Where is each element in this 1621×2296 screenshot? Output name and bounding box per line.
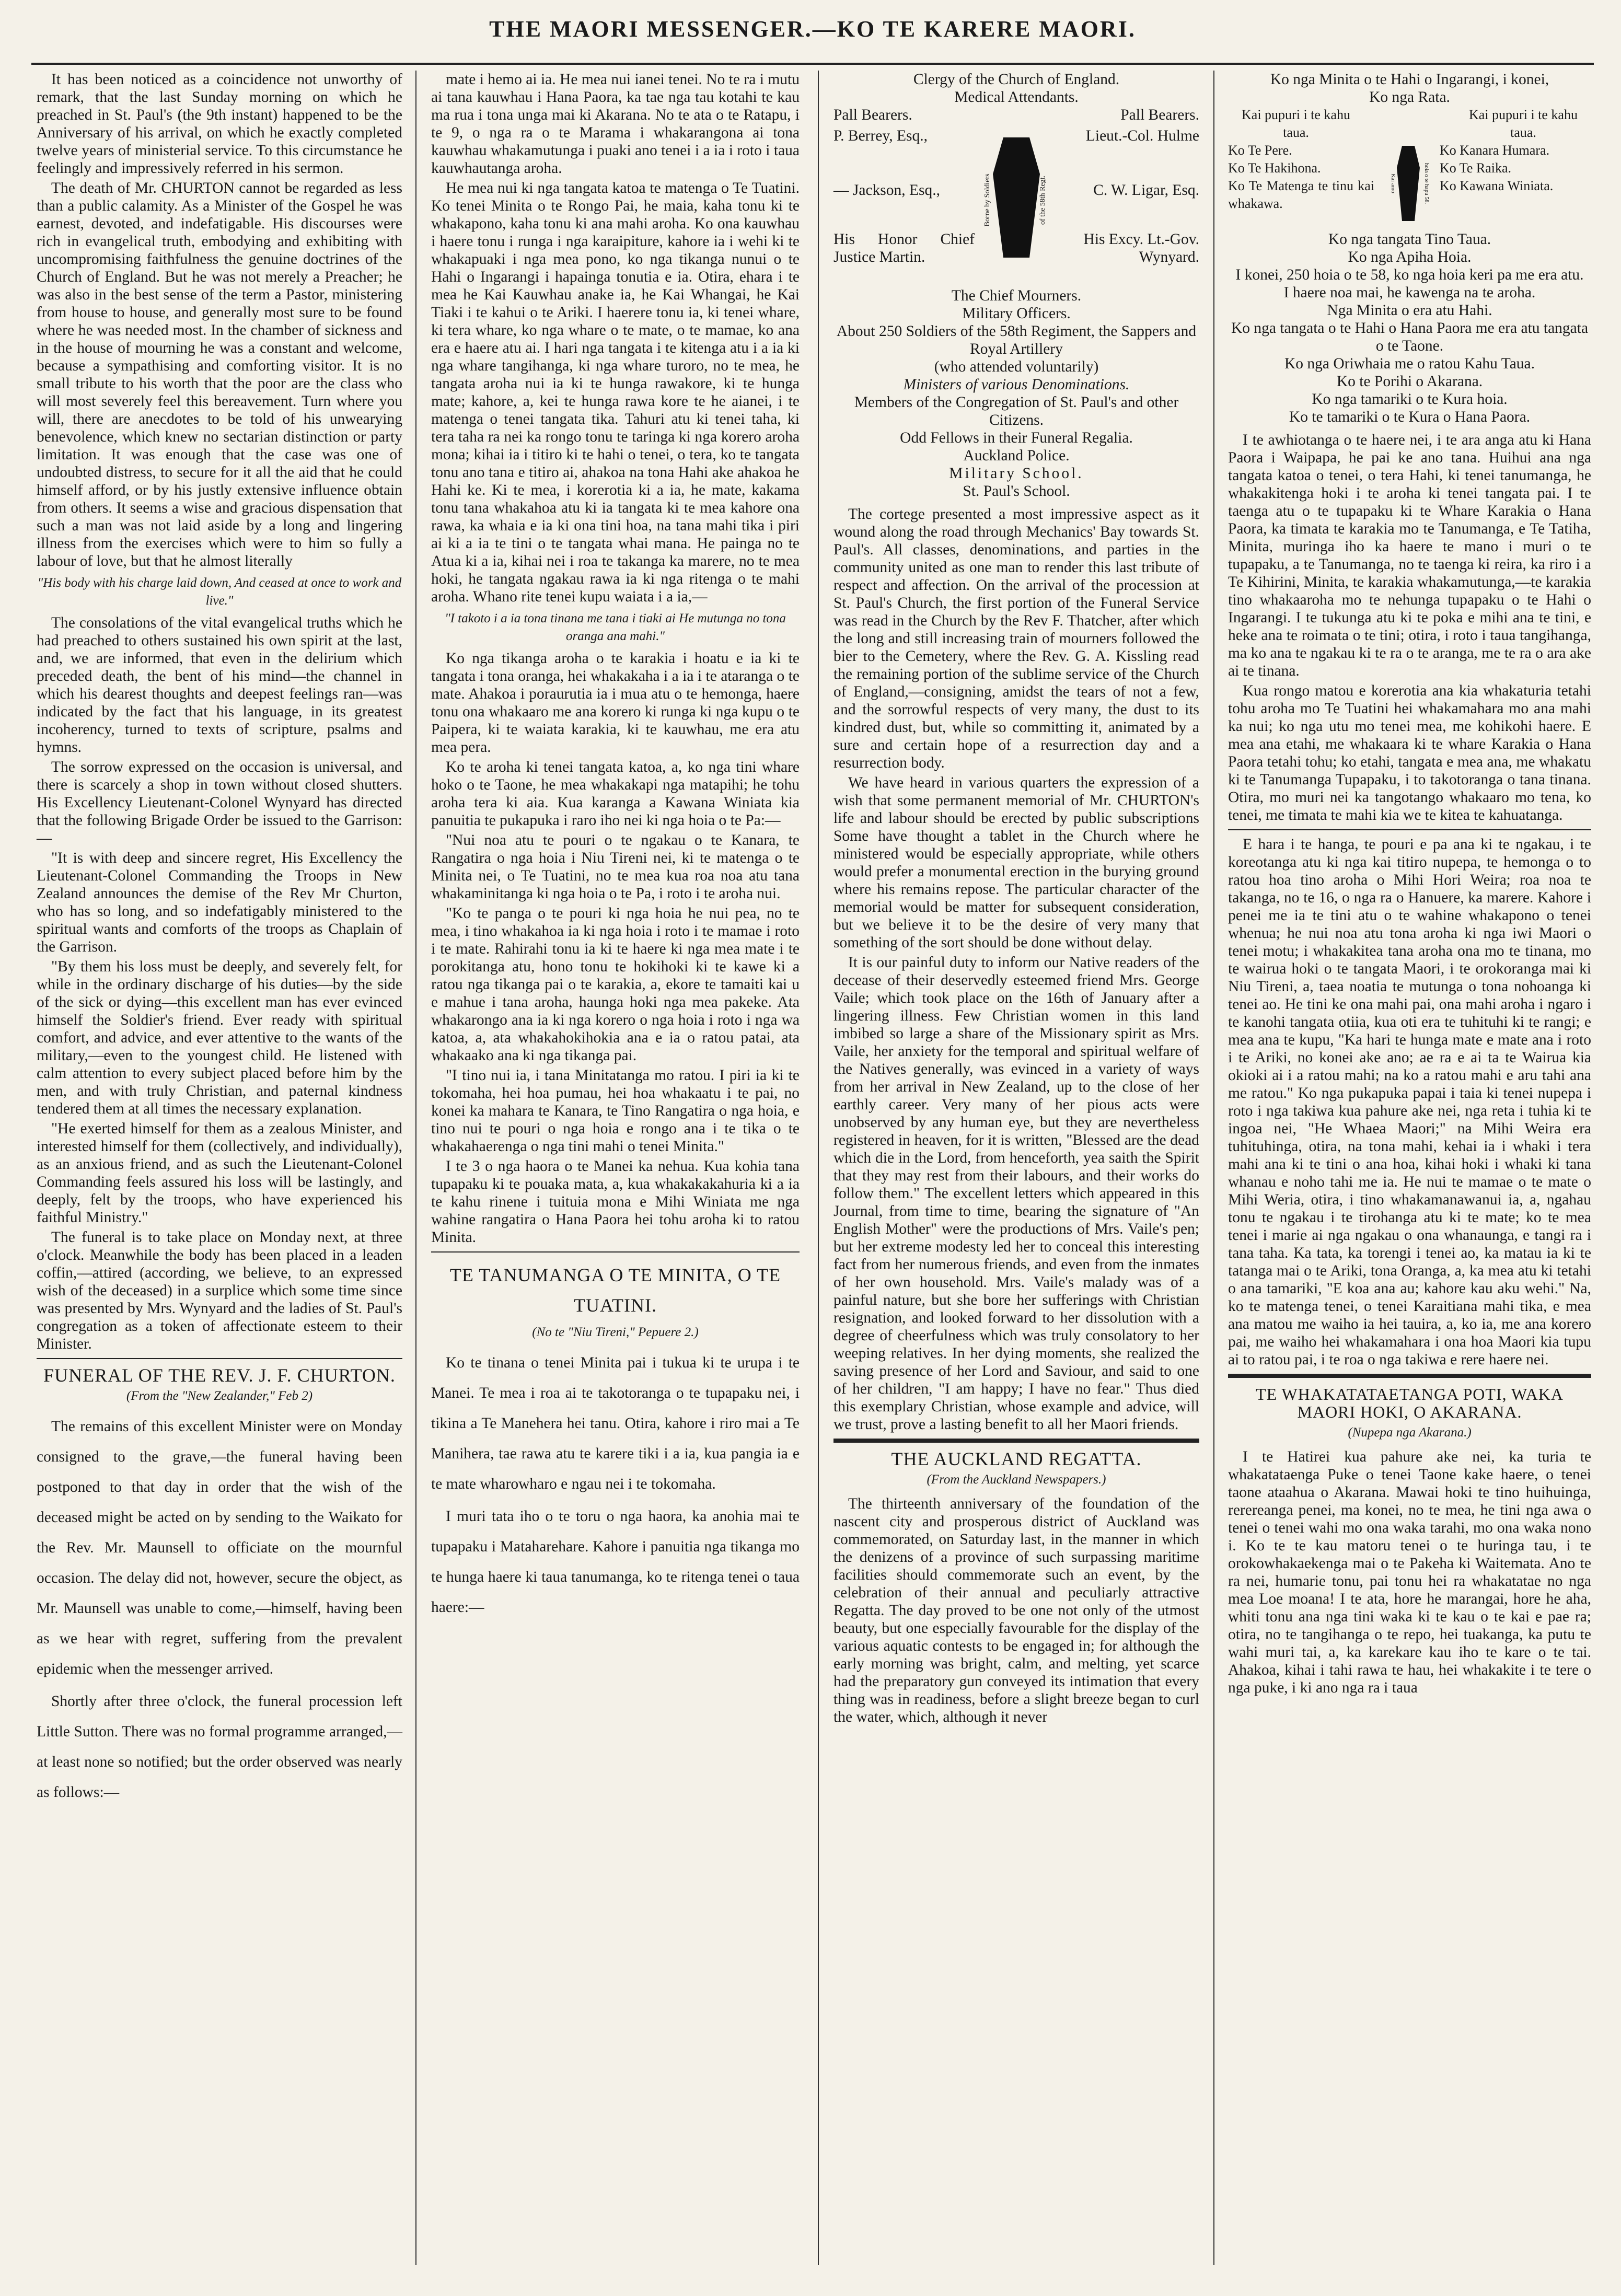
procession-line: Military Officers. bbox=[962, 305, 1071, 322]
paragraph: I te 3 o nga haora o te Manei ka nehua. Kua kohia tana tupapaku ki te pouaka mata, a, kua whakakakahuria ki a ia te kahu rinene i tuituia mona e Mihi Winiata me nga wahine rangatira o Hana Paora hei tohu aroha ki to ratou Minita. bbox=[431, 1158, 800, 1246]
paragraph: The thirteenth anniversary of the foundation of the nascent city and prosperous district of Auckland was commemorated, on Saturday last, in the manner in which the denizens of a province of such surpassing maritime facilities should commemorate such an event, by the celebration of their annual and peculiarly attractive Regatta. The day proved to be one not only of the utmost beauty, but one especially favourable for the display of the various aquatic contests to be engaged in; for although the early morning was bright, calm, and melting, yet scarce had the preparatory gun conveyed its intimation that every thing was in readiness, before a slight breeze began to curl the water, which, although it never bbox=[833, 1495, 1199, 1725]
section-rule bbox=[833, 1439, 1199, 1443]
paragraph: Ko nga tikanga aroha o te karakia i hoatu e ia ki te tangata i tona oranga, hei whakakaha i a ia i te ataranga o te mate. Ahakoa i poraurutia ia i mua atu o te hemonga, haere tonu ona whakaaro me ana korero ki runga ki nga kupu o te Paipera, ki te waiata karakia, ki te kauwhau, me era atu mea pera. bbox=[431, 650, 800, 756]
pall-bearer: C. W. Ligar, Esq. bbox=[1093, 182, 1199, 199]
pall-title-right: Pall Bearers. bbox=[1120, 107, 1199, 123]
paragraph: "Ko te panga o te pouri ki nga hoia he nui pea, no te mea, i tino whakahoa ia ki nga hoia i roto i te mamae i roto i te mate. Rahirahi tonu ia ki te haere ki nga mea mate i te porokitanga atu, hono tonu te hokihoki ki te kawe ki a ratou nga tikanga pai o te karakia, a, ekore te tamaiti kai u e mahue i tana aroha, haunga hoki nga mea pakeke. Ata whakarongo ana ia ki nga korero o nga hoia i roto i nga wa katoa, a, ata whakahokihokia ana e ia o ratou patai, ata whakaako ana ki nga tikanga pai. bbox=[431, 905, 800, 1064]
paragraph: The consolations of the vital evangelical truths which he had preached to others sustained his own spirit at the last, and, we are informed, that even in the delirium which preceded death, the bent of his mind—the channel in which his dearest thoughts and deepest feelings ran—was indicated by the fact that his language, in its greatest incoherency, turned to texts of scripture, psalms and hymns. bbox=[37, 614, 402, 756]
regatta-heading: THE AUCKLAND REGATTA. bbox=[891, 1448, 1142, 1469]
procession-line: St. Paul's School. bbox=[963, 483, 1070, 500]
column-divider bbox=[1213, 71, 1214, 2265]
procession-line: Ko nga tangata Tino Taua. bbox=[1328, 231, 1491, 248]
paragraph: The funeral is to take place on Monday next, at three o'clock. Meanwhile the body has been placed in a leaden coffin,—attired (according, we believe, to an expressed wish of the deceased) in a surplice which some time since was presented by Mrs. Wynyard and the ladies of St. Paul's congregation as a token of affectionate esteem to their Minister. bbox=[37, 1229, 402, 1352]
pall-bearer: His Honor Chief Justice Martin. bbox=[833, 231, 975, 265]
procession-line: Ko nga Minita o te Hahi o Ingarangi, i konei, bbox=[1270, 71, 1549, 88]
paragraph: Shortly after three o'clock, the funeral procession left Little Sutton. There was no formal programme arranged,—at least none so notified; but the order observed was nearly as follows:— bbox=[37, 1693, 402, 1801]
column-1 bbox=[37, 71, 402, 2265]
paragraph: The cortege presented a most impressive aspect as it wound along the road through Mechanics' Bay towards St. Paul's. All classes, denominations, and parties in the community united as one man to render this last tribute of respect and affection. On the arrival of the procession at St. Paul's Church, the first portion of the Funeral Service was read in the Church by the Rev F. Thatcher, after which the long and still increasing train of mourners followed the bier to the Cemetery, where the Rev. G. A. Kissling read the remaining portion of the sublime service of the Church of England,—consigning, amidst the tears of not a few, and the sorrowful respects of very many, the dust to its kindred dust, but, while so committing it, animated by a sure and certain hope of a resurrection day and a resurrection body. bbox=[833, 506, 1199, 771]
procession-line: Ko te tamariki o te Kura o Hana Paora. bbox=[1289, 409, 1531, 425]
regatta-source: (From the Auckland Newspapers.) bbox=[927, 1472, 1106, 1487]
procession-line: Clergy of the Church of England. bbox=[913, 71, 1120, 88]
pall-bearer: Ko Te Raika. bbox=[1440, 160, 1512, 176]
pall-bearers-titles bbox=[1228, 106, 1591, 142]
paragraph: Ko te tinana o tenei Minita pai i tukua ki te urupa i te Manei. Te mea i roa ai te takotoranga o te tupapaku nei, i tikina a Te Manehera hei tanu. Otira, kahore i riro mai a Te Manihera, tae rawa atu te karere tiki i a ia, kua pangia ia e te mate wharowharo e ngau nei i te tokomaha. bbox=[431, 1354, 800, 1492]
coffin-label-left: Kai amo bbox=[1390, 173, 1396, 193]
pall-bearer: Ko Kanara Humara. bbox=[1440, 143, 1550, 158]
masthead-rule bbox=[31, 63, 1594, 65]
masthead: THE MAORI MESSENGER.—KO TE KARERE MAORI. bbox=[489, 16, 1136, 42]
paragraph: The remains of this excellent Minister were on Monday consigned to the grave,—the funeral having been postponed to that day in order that the wish of the deceased might be acted on by sending to the Waikato for the Rev. Mr. Maunsell to officiate on the mournful occasion. The delay did not, however, secure the object, as Mr. Maunsell was unable to come,—himself, having been as we hear with regret, suffering from the prevalent epidemic when the messenger arrived. bbox=[37, 1418, 402, 1677]
waka-source: (Nupepa nga Akarana.) bbox=[1348, 1425, 1472, 1440]
verse-quote: "I takoto i a ia tona tinana me tana i tiaki ai He mutunga no tona oranga ana mahi." bbox=[445, 611, 786, 643]
paragraph: Kua rongo matou e korerotia ana kia whakaturia tetahi tohu aroha mo Te Tuatini hei whakamahara mo ana mahi ka nui; ko nga utu mo tenei mea, me kohikohi haere. E mea ana etahi, me whakaara ki te whare Karakia o Hana Paora tetahi tohu; ko etahi, tangata e mea ana, me whakatu ki te Tanumanga Tupapaku, i to takotoranga o tana tinana. Otira, mo muri nei ka tangotango whakaaro mo tena, ko tenei, me timata te mahi kia we te kitea te kahuatanga. bbox=[1228, 682, 1591, 824]
procession-line: Odd Fellows in their Funeral Regalia. bbox=[900, 430, 1133, 446]
coffin-diagram bbox=[1228, 142, 1591, 230]
section-rule bbox=[37, 1358, 402, 1359]
pall-title-right: Kai pupuri i te kahu taua. bbox=[1469, 107, 1578, 140]
pall-bearer: P. Berrey, Esq., bbox=[833, 127, 928, 144]
paragraph: The sorrow expressed on the occasion is universal, and there is scarcely a shop in town without closed shutters. His Excellency Lieutenant-Colonel Wynyard has directed that the following Brigade Order be issued to the Garrison:— bbox=[37, 759, 402, 846]
procession-line: Nga Minita o era atu Hahi. bbox=[1327, 302, 1492, 319]
procession-line: Ko nga Apiha Hoia. bbox=[1348, 249, 1472, 265]
paragraph: mate i hemo ai ia. He mea nui ianei tenei. No te ra i mutu ai tana kauwhau i Hana Paora, ka tae nga tau kotahi te kau ma rua i tona unga mai ki Akarana. No te ata o te Ratapu, i te 9, o nga ra o te Marama i whakarangona ai tona kauwhau whakamutunga i puaki ano tenei i a ia i roto i taua kauwhautanga aroha. bbox=[431, 71, 800, 177]
paragraph: "Nui noa atu te pouri o te ngakau o te Kanara, te Rangatira o nga hoia i Niu Tireni nei, ki te matenga o te Minita nei, o Te Tuatini, no te mea kua roa noa atu tana whakaminitanga ki nga hoia o te Pa, i roto i te aroha nui. bbox=[431, 832, 800, 902]
coffin-icon bbox=[985, 132, 1048, 263]
procession-line: Ko nga Rata. bbox=[1369, 89, 1450, 106]
paragraph: The death of Mr. CHURTON cannot be regarded as less than a public calamity. As a Minister of the Gospel he was earnest, devoted, and indefatigable. His discourses were rich in evangelical truth, embodying and exhibiting with uncompromising faithfulness the genuine doctrines of the Church of England. But he was not merely a Preacher; he was also in the best sense of the term a Pastor, ministering from house to house, and generally most sure to be found where he was needed most. In the chamber of sickness and in the house of mourning he was a constant and welcome, because a sympathising and comforting visitor. It is no small tribute to his worth that the poor are the class who will most severely feel this bereavement. Turn where you will, there are anecdotes to be told of his unwearying benevolence, which knew no sectarian distinction or party limitation. It was enough that the case was one of undoubted distress, to secure for it all the aid that he could himself afford, or by his justly extensive influence obtain from others. It seems a wise and gracious dispensation that such a man was not laid aside by a long and lingering illness from the exercises which were to him so fully a labour of love, but that he almost literally bbox=[37, 180, 402, 570]
paragraph: "It is with deep and sincere regret, His Excellency the Lieutenant-Colonel Commanding the Troops in New Zealand announces the demise of the Rev Mr Churton, who has so long, and so indefatigably ministered to the spiritual wants and comforts of the troops as Chaplain of the Garrison. bbox=[37, 850, 402, 955]
pall-bearer: Ko Kawana Winiata. bbox=[1440, 178, 1554, 193]
procession-line: I konei, 250 hoia o te 58, ko nga hoia keri pa me era atu. bbox=[1235, 266, 1584, 283]
coffin-label-right: hoia o te hapu 58. bbox=[1423, 163, 1430, 204]
paragraph: "I tino nui ia, i tana Minitatanga mo ratou. I piri ia ki te tokomaha, hei hoa pumau, hei hoa whakaatu i te pai, no konei ka mahara te Kanara, te Tino Rangatira o nga hoia, e tino nui te pouri o nga hoia e rongo ana i te tika o te whakahaerenga o nga tini mahi o tenei Minita." bbox=[431, 1067, 800, 1155]
coffin-diagram bbox=[833, 127, 1199, 284]
paragraph: E hara i te hanga, te pouri e pa ana ki te ngakau, i te koreotanga atu ki nga kai titiro nupepa, te hemonga o to ratou hoa tino aroha o Mihi Hori Weira; roa noa te takanga, no te 16, o nga ra o Hanuere, ka marere. Kahore i penei me ia te tini atu o te wahine whakapono o tenei whenua; he nui noa atu tona aroha ki nga iwi Maori o tenei motu; i whakakitea tana aroha ona mo te tinana, mo te wairua hoki o te tangata Maori, i te orokoranga mai ki Niu Tireni, a, taea noatia te mutunga o tona nohoanga ki tenei ao. He tini ke ona mahi pai, ona mahi aroha i ngaro i te kanohi tangata otiia, kua oti era te tuhituhi ki te rangi; e mea ana te kupu, "Ka hari te hunga mate e mate ana i roto i te Ariki, no konei ake ano; ae ra e ai ta te Wairua kia okioki ai i a ratou mahi; na ko a ratou mahi e aru tahi ana me ratou." Ko nga pukapuka papai i taia ki tenei nupepa i roto i nga takiwa kua pahure ake nei, nga reta i tuhia ki te ingoa nei, "He Whaea Maori;" na Mihi Weira era tuhituhinga, otira, na tona mahi, kehai ia i whaki i tera mahi ana ki te tini o ana hoa, kihai hoki i whaki ki tana whanau e noho tahi me ia. He nui te mamae o te mate o Mihi Weria, otira, i tino whakamanawanui ia, a, ngahau tonu te ngakau i te tirohanga atu ki te mate; ko te mea tenei i marie ai nga ngakau o ona whanaunga, e tangi ra i tana taha. Ka tata, ka torengi i tenei ao, ka matau ia ki te tatanga mai o te Ariki, tona Oranga, a, ka mea atu ki tetahi o ana tamariki, "E koa ana au; kahore kau aku wehi." Na, ko te matenga tenei, o tenei Karaitiana mahi tika, e mea ana matou me waiho ia hei tauira, a, ko ia, me ana korero pai, me waiho hei whakamahara i ona hoa Maori kia tupu ai to ratou pai, i te roa o nga takiwa e rere haere nei. bbox=[1228, 836, 1591, 1368]
funeral-source: (From the "New Zealander," Feb 2) bbox=[126, 1389, 313, 1403]
pall-title-left: Pall Bearers. bbox=[833, 107, 912, 123]
funeral-heading: FUNERAL OF THE REV. J. F. CHURTON. bbox=[43, 1365, 396, 1386]
paragraph: It is our painful duty to inform our Native readers of the decease of their deservedly esteemed friend Mrs. George Vaile; which took place on the 16th of January after a lingering illness. Few Christian women in this land imbibed so large a share of the Missionary spirit as Mrs. Vaile, her anxiety for the temporal and spiritual welfare of the Natives generally, was evinced in a variety of ways from her arrival in New Zealand, up to the close of her earthly career. Very many of her pious acts were unobserved by any human eye, but they are nevertheless registered in heaven, for it is written, "Blessed are the dead which die in the Lord, from henceforth, yea saith the Spirit that they may rest from their labours, and their works do follow them." The excellent letters which appeared in this Journal, from time to time, bearing the signature of "An English Mother" were the productions of Mrs. Vaile's pen; but her extreme modesty led her to conceal this interesting fact from her numerous friends, and even from the inmates of her own household. Mrs. Vaile's malady was of a painful nature, but she bore her sufferings with Christian resignation, and looked forward to her dissolution with a degree of cheerfulness which was truly consolatory to her weeping relatives. In her dying moments, she realized the saving presence of her Lord and Saviour, and said to one of her children, "I am happy; I have no fear." Thus died this exemplary Christian, whose example and advice, will we trust, prove a lasting benefit to all her Maori friends. bbox=[833, 954, 1199, 1433]
procession-line: Members of the Congregation of St. Paul's and other Citizens. bbox=[854, 394, 1179, 428]
column-divider bbox=[818, 71, 819, 2265]
column-divider bbox=[415, 71, 416, 2265]
pall-bearer: His Excy. Lt.-Gov. Wynyard. bbox=[1083, 231, 1199, 265]
paragraph: I te awhiotanga o te haere nei, i te ara anga atu ki Hana Paora i Waipapa, he pai ke ano tana. Huihui ana nga tangata katoa o tenei, o tera Hahi, ki tenei tanumanga, he whakakitenga hoki i te aroha ki tenei tangata pai. I te taenga atu o te tupapaku ki te Whare Karakia o Hana Paora, ka timata te karakia mo te Tanumanga, e Te Tatiha, Minita, muringa iho ka haere te mano i muri o te tupapaku, a te Tanumanga, no te taenga ki reira, ka riro i a Te Kihirini, Minita, te karakia whakamutunga,—te karakia tino whakaaroha mo te nehunga tupapaku o te Hahi o Ingarangi. I te tukunga atu ki te poka e mihi ana te tini, e heke ana te roimata o te tini; otira, i roto i taua tangihanga, ma ko ana te ngakau ki te ra o te aranga, me te ra o ara ake ai te tinana. bbox=[1228, 432, 1591, 679]
procession-line: Medical Attendants. bbox=[954, 89, 1079, 106]
tanumanga-source: (No te "Niu Tireni," Pepuere 2.) bbox=[532, 1325, 699, 1339]
paragraph: "He exerted himself for them as a zealous Minister, and interested himself for them (collectively, and individually), as an anxious friend, and as such the Lieutenant-Colonel Commanding feels assured his loss will be lastingly, and deeply, felt by the troops, who have experienced his faithful Ministry." bbox=[37, 1120, 402, 1226]
paragraph: We have heard in various quarters the expression of a wish that some permanent memorial of Mr. CHURTON's life and labour should be erected by public subscriptions Some have thought a tablet in the Church where he ministered would be especially appropriate, while others would prefer a monumental erection in the burying ground where his remains repose. The particular character of the memorial would be matter for subsequent consideration, but we believe it to be the desire of very many that something of the sort should be done without delay. bbox=[833, 774, 1199, 951]
pall-bearer: Ko Te Hakihona. bbox=[1228, 160, 1321, 176]
pall-bearer: — Jackson, Esq., bbox=[833, 182, 941, 199]
procession-line: Ministers of various Denominations. bbox=[903, 376, 1130, 393]
paragraph: "By them his loss must be deeply, and severely felt, for while in the ordinary discharge of his duties—by the side of the sick or dying—this excellent man has ever evinced himself the Soldier's friend. Ever ready with spiritual comfort, and advice, and ever attentive to the wants of the military,—even to the youngest child. He listened with calm attention to every subject placed before him by the men, and with truly Christian, and paternal kindness tendered them at all times the necessary explanation. bbox=[37, 958, 402, 1117]
pall-bearer: Lieut.-Col. Hulme bbox=[1085, 127, 1199, 144]
column-3 bbox=[833, 71, 1199, 2265]
paragraph: Ko te aroha ki tenei tangata katoa, a, ko nga tini whare hoko o te Taone, he mea whakakapi nga matapihi; he tohu aroha tera ki aia. Kua karanga a Kawana Winiata kia panuitia te pukapuka i raro iho nei ki nga hoia o te Pa:— bbox=[431, 759, 800, 829]
paragraph: He mea nui ki nga tangata katoa te matenga o Te Tuatini. Ko tenei Minita o te Rongo Pai, he maia, kaha tonu ki te whakapono, kaha tonu ki ana mahi aroha. Ko ona kauwhau i haere tonu i runga i nga karaipiture, kahore ia i wehi ki te whakapuaki i nga mea pono, ko nga tikanga nunui o te Hahi o Ingarangi i hapainga tonutia e ia. Otira, ehara i te mea he Kai Kauwhau anake ia, he Kai Whangai, he Kai Tiaki i te kahui o te Ariki. I haerere tonu ia, ki tenei whare, ki tera whare, ko nga whare o te mate, o te mamae, ko ana era e haere atu ai. I hari nga tangata i te kitenga atu i a ia ki nga whare tangihanga, ki nga whare turoro, no te mea, he tangata aroha nui ia ki te hunga rawakore, ki te hunga mate; kahore, a, kei te hunga rawa kore te he aianei, i te matenga o tenei tangata tika. Tahuri atu ki tenei taha, ki tera taha ra nei ka rongo tonu te taringa ki nga korero aroha mona; kihai ia i titiro ki te hahi o tenei, o tera, ko te tangata tonu ano tana e titiro ai, ahakoa na tona Hahi ake ahakoa he Hahi ke. Ki te mea, i korerotia ki a ia, he mate, kakama tonu tana whakahoa atu ki ia tangata ki te mea kahore ona rawa, ka whaia e ia ki ona tini hoa, na tana mahi tika i piri ai ki a ia te tini o te tangata whai mana. He painga no te Atua ki a ia, kihai nei i roa te takanga ka marere, no te mea hoki, he tangata ngakau rawa ia ki nga ritenga o te mahi aroha. Whano rite tenei kupu waiata i a ia,— bbox=[431, 180, 800, 605]
pall-bearer: Ko Te Matenga te tinu kai whakawa. bbox=[1228, 178, 1374, 211]
section-rule bbox=[1228, 829, 1591, 830]
paragraph: I te Hatirei kua pahure ake nei, ka turia te whakatataenga Puke o tenei Taone kake haere, o tenei taone ataahua o Akarana. Mawai hoki te tino huihuinga, rerereanga penei, ma konei, no te mea, he tini nga awa o tenei o tenei wahi mo ona waka tarahi, mo ona waka nono i. Ko te te kau matoru tenei o te huringa tau, i te orokowhakaekenga mai o te Pakeha ki Waitemata. Ano te ra nei, humarie tonu, pai tonu hei ra whakatatae no nga mea Loe moana! I te ata, hore he marangai, hore he aha, whiti tonu ana nga tini waka ki te kau o te kai e pae ra; otira, no te tangihanga o te repo, hei tuakanga, ka putu te wahi muri tai, a, ka karekare kau iho te kare o te tai. Ahakoa, kihai i tahi rawa te hau, hei whakakite i te tere o nga puke, i ki ano nga ra i taua bbox=[1228, 1448, 1591, 1696]
section-rule bbox=[431, 1251, 800, 1253]
coffin-label-left: Borne by Soldiers bbox=[983, 173, 991, 227]
column-2 bbox=[431, 71, 800, 2265]
procession-line: The Chief Mourners. bbox=[951, 287, 1082, 304]
column-4 bbox=[1228, 71, 1591, 2265]
procession-line: Auckland Police. bbox=[963, 447, 1070, 464]
procession-line: Ko nga tangata o te Hahi o Hana Paora me era atu tangata o te Taone. bbox=[1231, 320, 1589, 354]
coffin-label-right: of the 58th Regt. bbox=[1039, 175, 1047, 225]
pall-bearer: Ko Te Pere. bbox=[1228, 143, 1292, 158]
procession-line: Military School. bbox=[949, 465, 1084, 482]
procession-line: Ko te Porihi o Akarana. bbox=[1336, 373, 1483, 390]
procession-line: (who attended voluntarily) bbox=[934, 358, 1099, 375]
paragraph: It has been noticed as a coincidence not unworthy of remark, that the last Sunday morning on which he preached in St. Paul's (the 9th instant) happened to be the Anniversary of his arrival, on which he exactly completed twelve years of ministerial service. To this circumstance he feelingly and impressively referred in his sermon. bbox=[37, 71, 402, 177]
pall-title-left: Kai pupuri i te kahu taua. bbox=[1242, 107, 1350, 140]
pall-bearers-titles bbox=[833, 106, 1199, 124]
procession-line: Ko nga Oriwhaia me o ratou Kahu Taua. bbox=[1284, 355, 1535, 372]
section-rule bbox=[1228, 1374, 1591, 1378]
procession-line: About 250 Soldiers of the 58th Regiment, the Sappers and Royal Artillery bbox=[836, 323, 1197, 357]
procession-line: Ko nga tamariki o te Kura hoia. bbox=[1312, 391, 1508, 408]
coffin-icon bbox=[1387, 142, 1429, 225]
tanumanga-heading: TE TANUMANGA O TE MINITA, O TE TUATINI. bbox=[449, 1265, 781, 1316]
newspaper-page bbox=[31, 10, 1594, 2278]
paragraph: I muri tata iho o te toru o nga haora, ka anohia mai te tupapaku i Mataharehare. Kahore i panuitia nga tikanga mo te hunga haere ki taua tanumanga, ko te ritenga tenei o taua haere:— bbox=[431, 1508, 800, 1616]
procession-line: I haere noa mai, he kawenga na te aroha. bbox=[1283, 284, 1536, 301]
verse-quote: "His body with his charge laid down, And ceased at once to work and live." bbox=[37, 576, 402, 608]
waka-heading: TE WHAKATATAETANGA POTI, WAKA MAORI HOKI, O AKARANA. bbox=[1256, 1385, 1564, 1421]
